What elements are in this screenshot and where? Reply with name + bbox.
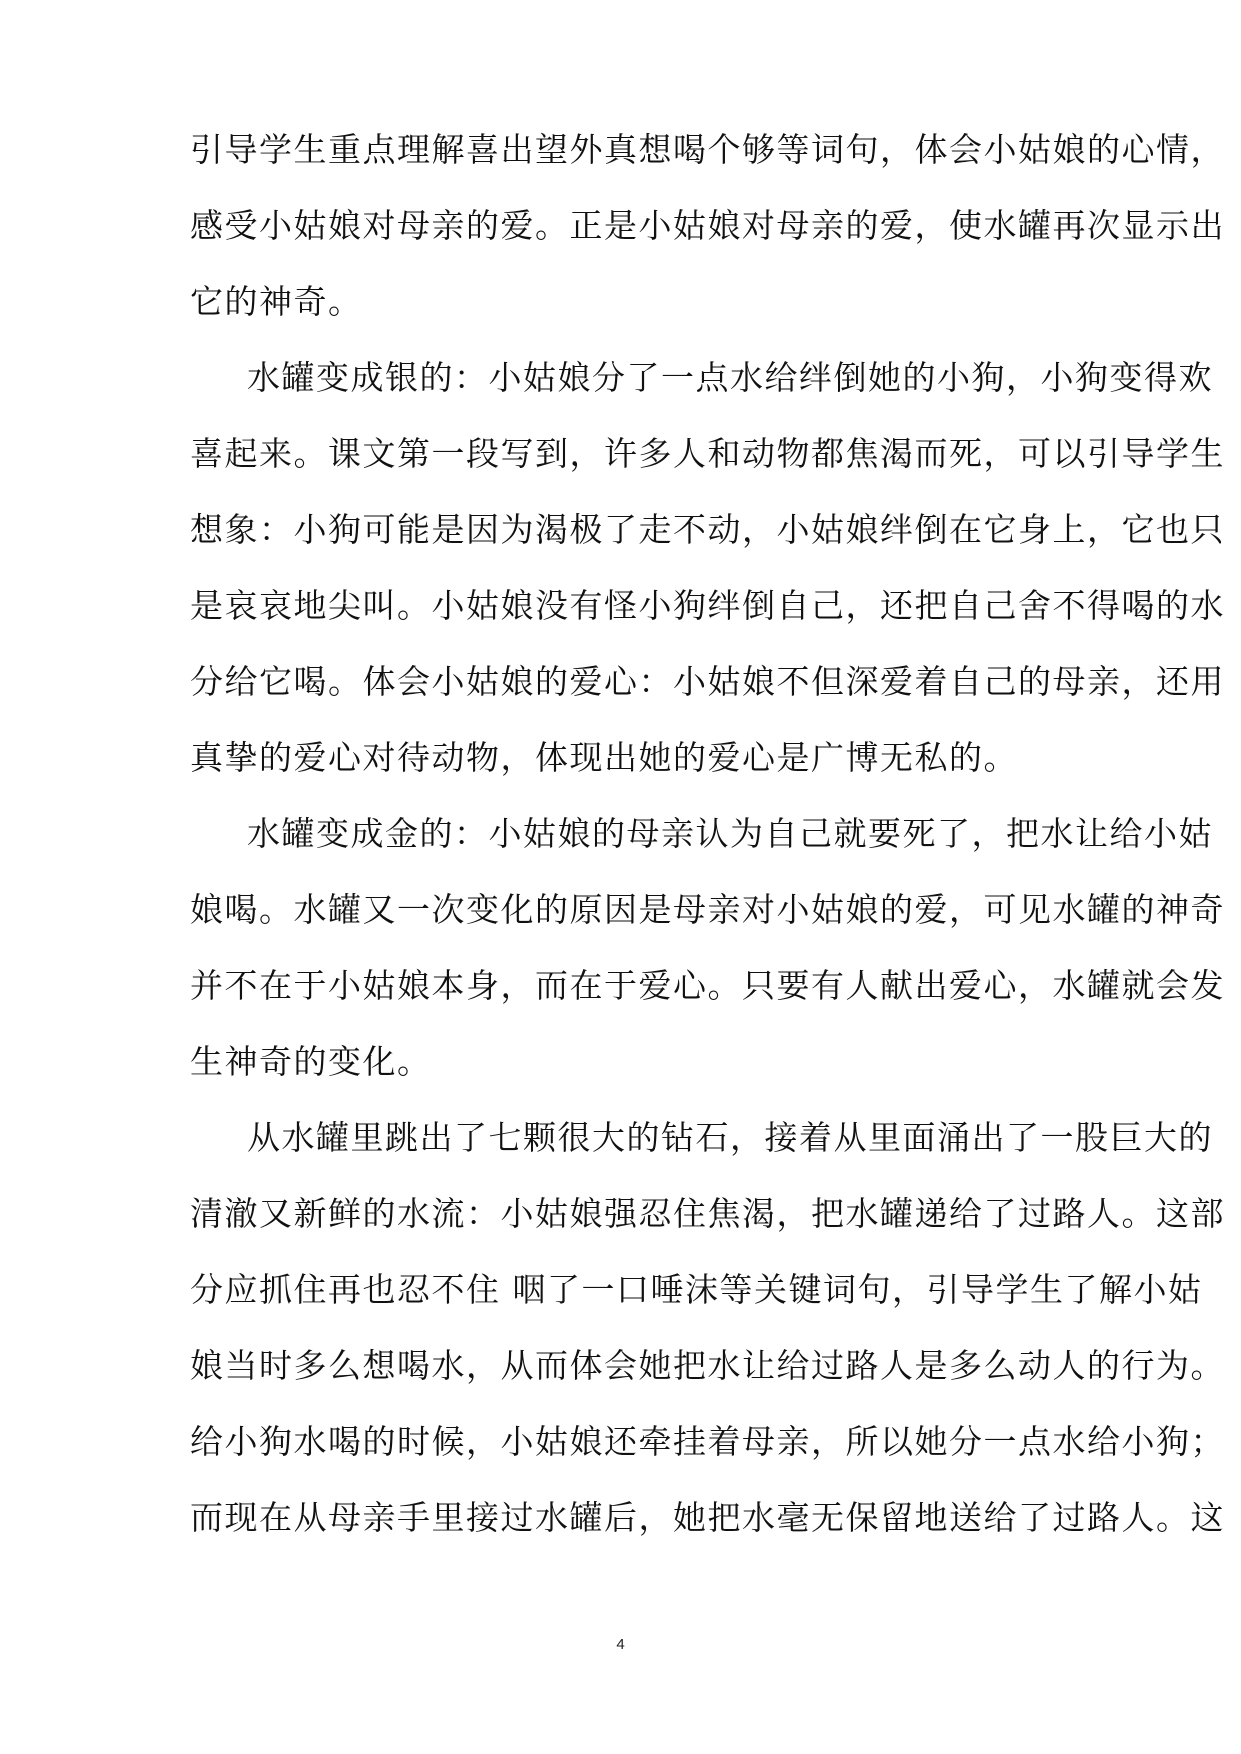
- text-line: 娘喝。水罐又一次变化的原因是母亲对小姑娘的爱，可见水罐的神奇: [190, 890, 1225, 929]
- text-line: 分应抓住再也忍不住 咽了一口唾沫等关键词句，引导学生了解小姑: [190, 1270, 1203, 1309]
- paragraph-first-line: 从水罐里跳出了七颗很大的钻石，接着从里面涌出了一股巨大的: [247, 1118, 1213, 1157]
- page-number: 4: [616, 1636, 625, 1653]
- text-line: 引导学生重点理解喜出望外真想喝个够等词句，体会小姑娘的心情，: [190, 130, 1225, 169]
- text-line: 生神奇的变化。: [190, 1042, 432, 1081]
- text-line: 分给它喝。体会小姑娘的爱心：小姑娘不但深爱着自己的母亲，还用: [190, 662, 1225, 701]
- text-line: 喜起来。课文第一段写到，许多人和动物都焦渴而死，可以引导学生: [190, 434, 1225, 473]
- text-line: 并不在于小姑娘本身，而在于爱心。只要有人献出爱心，水罐就会发: [190, 966, 1225, 1005]
- paragraph-first-line: 水罐变成金的：小姑娘的母亲认为自己就要死了，把水让给小姑: [247, 814, 1213, 853]
- paragraph-first-line: 水罐变成银的：小姑娘分了一点水给绊倒她的小狗，小狗变得欢: [247, 358, 1213, 397]
- text-line: 给小狗水喝的时候，小姑娘还牵挂着母亲，所以她分一点水给小狗；: [190, 1422, 1225, 1461]
- text-line: 清澈又新鲜的水流：小姑娘强忍住焦渴，把水罐递给了过路人。这部: [190, 1194, 1225, 1233]
- text-line: 娘当时多么想喝水，从而体会她把水让给过路人是多么动人的行为。: [190, 1346, 1225, 1385]
- text-line: 是哀哀地尖叫。小姑娘没有怪小狗绊倒自己，还把自己舍不得喝的水: [190, 586, 1225, 625]
- text-line: 感受小姑娘对母亲的爱。正是小姑娘对母亲的爱，使水罐再次显示出: [190, 206, 1225, 245]
- text-line: 而现在从母亲手里接过水罐后，她把水毫无保留地送给了过路人。这: [190, 1498, 1225, 1537]
- text-line: 想象：小狗可能是因为渴极了走不动，小姑娘绊倒在它身上，它也只: [190, 510, 1225, 549]
- text-line: 真挚的爱心对待动物，体现出她的爱心是广博无私的。: [190, 738, 1018, 777]
- text-line: 它的神奇。: [190, 282, 363, 321]
